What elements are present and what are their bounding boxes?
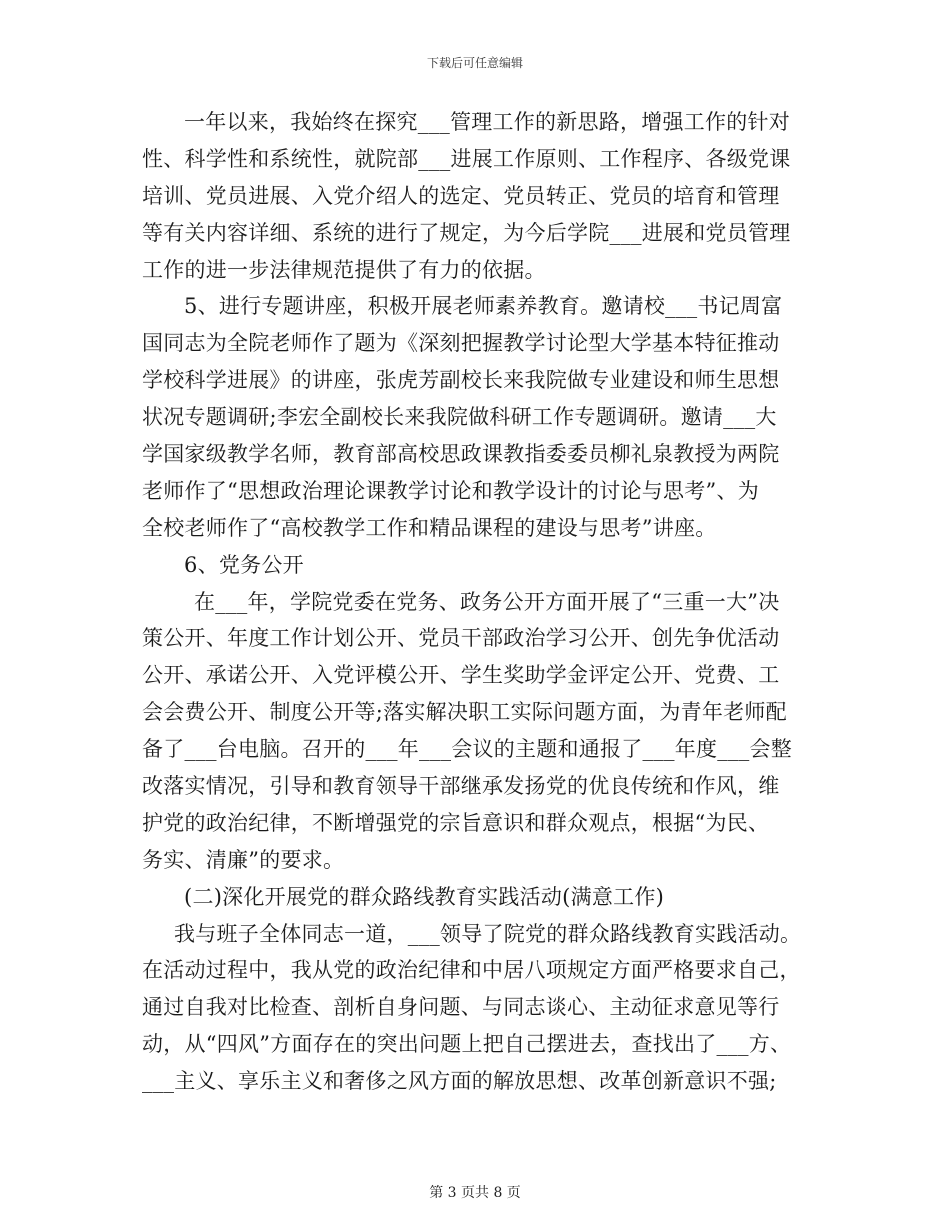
paragraph-line: 全校老师作了“高校教学工作和精品课程的建设与思考”讲座。 (142, 515, 717, 540)
paragraph-line: 5、进行专题讲座，积极开展老师素养教育。邀请校___书记周富 (184, 294, 783, 319)
paragraph-line: 学校科学进展》的讲座，张虎芳副校长来我院做专业建设和师生思想 (142, 368, 780, 393)
paragraph-line: 在___年，学院党委在党务、政务公开方面开展了“三重一大”决 (194, 589, 780, 614)
section-heading: (二)深化开展党的群众路线教育实践活动(满意工作) (184, 884, 665, 909)
paragraph-line: 改落实情况，引导和教育领导干部继承发扬党的优良传统和作风，维 (142, 774, 780, 799)
paragraph-line: 护党的政治纪律，不断增强党的宗旨意识和群众观点，根据“为民、 (142, 810, 770, 835)
paragraph-line: 策公开、年度工作计划公开、党员干部政治学习公开、创先争优活动 (142, 626, 780, 651)
paragraph-line: 等有关内容详细、系统的进行了规定，为今后学院___进展和党员管理 (142, 220, 791, 245)
paragraph-line: 老师作了“思想政治理论课教学讨论和教学设计的讨论与思考”、为 (142, 478, 759, 503)
document-body (142, 104, 822, 1100)
paragraph-line: 性、科学性和系统性，就院部___进展工作原则、工作程序、各级党课 (142, 146, 791, 171)
paragraph-line: 我与班子全体同志一道，___领导了院党的群众路线教育实践活动。 (174, 921, 802, 946)
page-header: 下载后可任意编辑 (426, 56, 523, 70)
paragraph-line: 公开、承诺公开、入党评模公开、学生奖助学金评定公开、党费、工 (142, 663, 780, 688)
paragraph-line: 备了___台电脑。召开的___年___会议的主题和通报了___年度___会整 (142, 737, 792, 762)
paragraph-line: 务实、清廉”的要求。 (142, 847, 345, 872)
paragraph-line: ___主义、享乐主义和奢侈之风方面的解放思想、改革创新意识不强; (142, 1069, 777, 1094)
paragraph-line: 国同志为全院老师作了题为《深刻把握教学讨论型大学基本特征推动 (142, 331, 780, 356)
paragraph-line: 会会费公开、制度公开等;落实解决职工实际问题方面，为青年老师配 (142, 700, 787, 725)
paragraph-line: 状况专题调研;李宏全副校长来我院做科研工作专题调研。邀请___大 (142, 405, 777, 430)
paragraph-line: 工作的进一步法律规范提供了有力的依据。 (142, 257, 546, 282)
paragraph-line: 学国家级教学名师，教育部高校思政课教指委委员柳礼泉教授为两院 (142, 442, 780, 467)
paragraph-line: 在活动过程中，我从党的政治纪律和中居八项规定方面严格要求自己， (142, 958, 801, 983)
paragraph-line: 一年以来，我始终在探究___管理工作的新思路，增强工作的针对 (184, 110, 790, 134)
paragraph-line: 培训、党员进展、入党介绍人的选定、党员转正、党员的培育和管理 (142, 183, 780, 208)
paragraph-line: 通过自我对比检查、剖析自身问题、与同志谈心、主动征求意见等行 (142, 995, 780, 1020)
page-footer: 第 3 页共 8 页 (429, 1185, 521, 1201)
paragraph-line: 动，从“四风”方面存在的突出问题上把自己摆进去，查找出了___方、 (142, 1032, 792, 1057)
section-heading: 6、党务公开 (184, 552, 304, 577)
